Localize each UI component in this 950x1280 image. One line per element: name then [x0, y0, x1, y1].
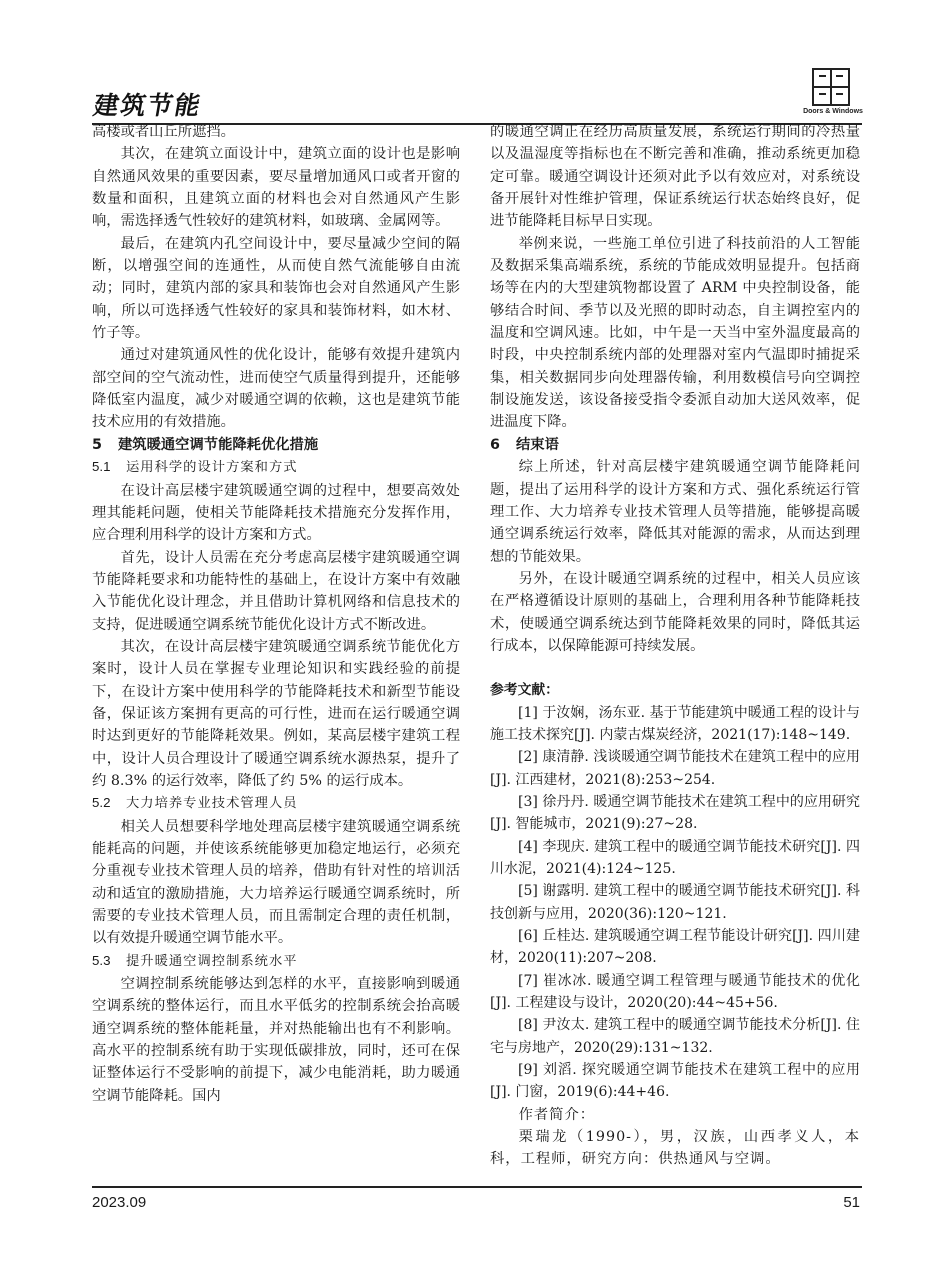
- paragraph: 的暖通空调正在经历高质量发展，系统运行期间的冷热量以及温湿度等指标也在不断完善和准确，推动系统更加稳定可靠。暖通空调设计还须对此予以有效应对，对系统设备开展针对性维护管理，保证系统运行状态始终良好，促进节能降耗目标早日实现。: [490, 124, 860, 230]
- paragraph: 高楼或者山丘所遮挡。: [92, 124, 235, 140]
- subsection-heading-5-3: 5.3 提升暖通空调控制系统水平: [92, 952, 298, 969]
- logo-text: Doors & Windows: [803, 108, 863, 115]
- subsection-heading-5-1: 5.1 运用科学的设计方案和方式: [92, 459, 298, 476]
- paragraph: 综上所述，针对高层楼宇建筑暖通空调节能降耗问题，提出了运用科学的设计方案和方式、强化系统运行管理工作、大力培养专业技术管理人员等措施，能够提高暖通空调系统运行效率，降低其对能源的需求，从而达到理想的节能效果。: [490, 459, 860, 565]
- paragraph: 空调控制系统能够达到怎样的水平，直接影响到暖通空调系统的整体运行，而且水平低劣的控制系统会抬高暖通空调系统的整体能耗量，并对热能输出也有不利影响。高水平的控制系统有助于实现低碳排放，同时，还可在保证整体运行不受影响的前提下，减少电能消耗，助力暖通空调节能降耗。国内: [92, 976, 460, 1104]
- paragraph: 其次，在建筑立面设计中，建筑立面的设计也是影响自然通风效果的重要因素，要尽量增加通风口或者开窗的数量和面积，且建筑立面的材料也会对自然通风产生影响，需选择透气性较好的建筑材料，如玻璃、金属网等。: [92, 146, 460, 230]
- paragraph: 最后，在建筑内孔空间设计中，要尽量减少空间的隔断，以增强空间的连通性，从而使自然气流能够自由流动；同时，建筑内部的家具和装饰也会对自然通风产生影响，所以可选择透气性较好的家具和装饰材料，如木材、竹子等。: [92, 235, 460, 342]
- issue-date: 2023.09: [92, 1194, 147, 1211]
- paragraph: 另外，在设计暖通空调系统的过程中，相关人员应该在严格遵循设计原则的基础上，合理利用各种节能降耗技术，使暖通空调系统达到节能降耗效果的同时，降低其运行成本，以保障能源可持续发展。: [490, 570, 860, 654]
- footer-rule: [92, 1186, 862, 1188]
- reference-item: [4] 李现庆. 建筑工程中的暖通空调节能技术研究[J]. 四川水泥，2021(4):124~125.: [490, 838, 860, 877]
- reference-item: [1] 于汝娴，汤东亚. 基于节能建筑中暖通工程的设计与施工技术探究[J]. 内蒙古煤炭经济，2021(17):148~149.: [490, 704, 860, 743]
- reference-item: [6] 丘桂达. 建筑暖通空调工程节能设计研究[J]. 四川建材，2020(11):207~208.: [490, 928, 860, 967]
- doors-windows-logo: [802, 68, 862, 118]
- author-intro-heading: 作者简介：: [518, 1106, 596, 1123]
- paragraph: 其次，在设计高层楼宇建筑暖通空调系统节能优化方案时，设计人员在掌握专业理论知识和实践经验的前提下，在设计方案中使用科学的节能降耗技术和新型节能设备，保证该方案拥有更高的可行性，进而在运行暖通空调时达到更好的节能降耗效果。例如，某高层楼宇建筑工程中，设计人员合理设计了暖通空调系统水源热泵，提升了约 8.3% 的运行效率，降低了约 5% 的运行成本。: [92, 638, 460, 789]
- section-heading-5: 5 建筑暖通空调节能降耗优化措施: [92, 436, 319, 453]
- reference-item: [3] 徐丹丹. 暖通空调节能技术在建筑工程中的应用研究[J]. 智能城市，2021(9):27~28.: [490, 793, 860, 833]
- paragraph: 通过对建筑通风性的优化设计，能够有效提升建筑内部空间的空气流动性，进而使空气质量得到提升，还能够降低室内温度，减少对暖通空调的依赖，这也是建筑节能技术应用的有效措施。: [92, 347, 460, 431]
- references-heading: 参考文献：: [490, 682, 559, 699]
- reference-item: [5] 谢露明. 建筑工程中的暖通空调节能技术研究[J]. 科技创新与应用，2020(36):120~121.: [490, 883, 860, 922]
- left-column: [92, 121, 460, 1107]
- page-number: 51: [843, 1194, 860, 1211]
- page-header: [92, 62, 862, 124]
- subsection-heading-5-2: 5.2 大力培养专业技术管理人员: [92, 795, 298, 812]
- section-heading-6: 6 结束语: [490, 436, 559, 453]
- paragraph: 在设计高层楼宇建筑暖通空调的过程中，想要高效处理其能耗问题，使相关节能降耗技术措施充分发挥作用，应合理利用科学的设计方案和方式。: [92, 482, 460, 544]
- reference-item: [8] 尹汝太. 建筑工程中的暖通空调节能技术分析[J]. 住宅与房地产，2020(29):131~132.: [490, 1017, 860, 1056]
- logo-mark-icon: [812, 68, 850, 106]
- reference-item: [2] 康清静. 浅谈暖通空调节能技术在建筑工程中的应用[J]. 江西建材，2021(8):253~254.: [490, 749, 860, 788]
- reference-item: [7] 崔冰冰. 暖通空调工程管理与暖通节能技术的优化[J]. 工程建设与设计，2020(20):44~45+56.: [490, 972, 860, 1012]
- author-intro: 栗瑞龙（1990-），男，汉族，山西孝义人，本科，工程师，研究方向：供热通风与空调。: [490, 1129, 860, 1168]
- reference-item: [9] 刘滔. 探究暖通空调节能技术在建筑工程中的应用[J]. 门窗，2019(6):44+46.: [490, 1062, 860, 1101]
- paragraph: 首先，设计人员需在充分考虑高层楼宇建筑暖通空调节能降耗要求和功能特性的基础上，在设计方案中有效融入节能优化设计理念，并且借助计算机网络和信息技术的支持，促进暖通空调系统节能优化设计方式不断改进。: [92, 549, 460, 633]
- right-column: [490, 121, 860, 1171]
- journal-title: 建筑节能: [91, 91, 205, 120]
- paragraph: 举例来说，一些施工单位引进了科技前沿的人工智能及数据采集高端系统，系统的节能成效明显提升。包括商场等在内的大型建筑物都设置了 ARM 中央控制设备，能够结合时间、季节以及光照的即时动态，自主调控室内的温度和空调风速。比如，中午是一天当中室外温度最高的时段，中央控制系统内部的处理器对室内气温即时捕捉采集，相关数据同步向处理器传输，利用数模信号向空调控制设施发送，该设备接受指令委派自动加大送风效率，促进温度下降。: [490, 235, 860, 431]
- paragraph: 相关人员想要科学地处理高层楼宇建筑暖通空调系统能耗高的问题，并使该系统能够更加稳定地运行，必须充分重视专业技术管理人员的培养，借助有针对性的培训活动和适宜的激励措施，大力培养运行暖通空调系统时，所需要的专业技术管理人员，而且需制定合理的责任机制，以有效提升暖通空调节能水平。: [92, 818, 460, 947]
